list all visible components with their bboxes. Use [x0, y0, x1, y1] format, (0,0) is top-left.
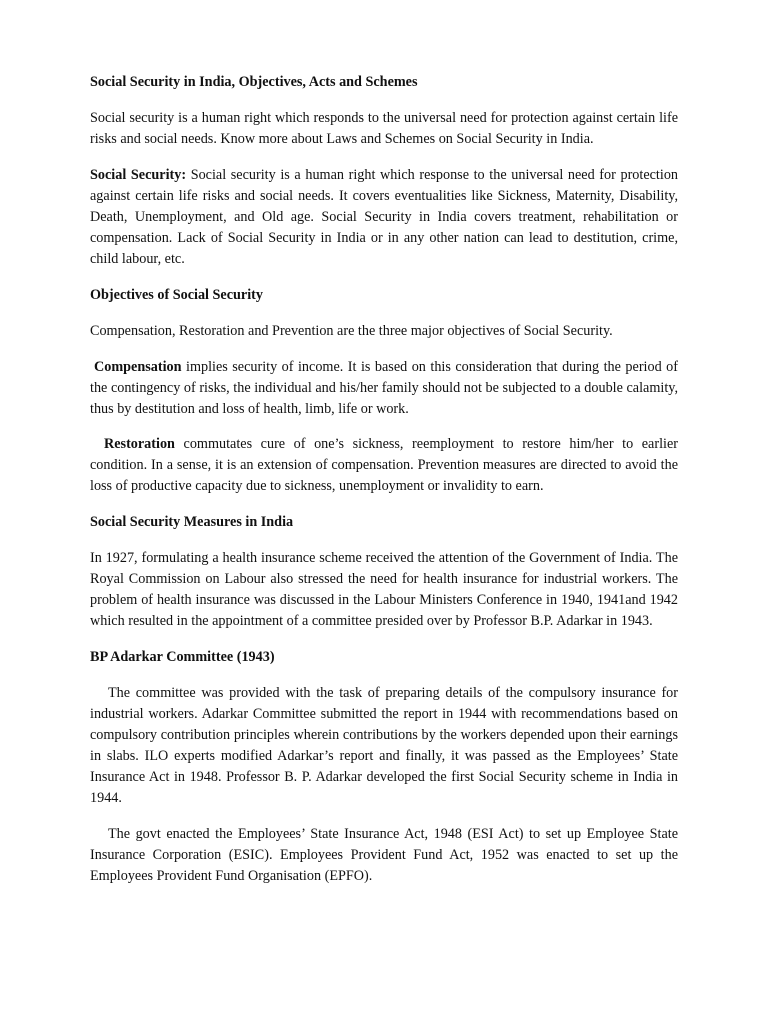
measures-heading: Social Security Measures in India: [90, 514, 294, 530]
adarkar-paragraph-1: The committee was provided with the task of preparing details of the compulsory insurance for industrial workers. Adarkar Committee submitted the report in 1944 with recommendations based on compulsory contribution principles wherein contributions by the workers depended upon their earnings in slabs. ILO experts modified Adarkar’s report and finally, it was passed as the Employees’ State Insurance Act in 1948. Professor B. P. Adarkar developed the first Social Security scheme in India in 1944.: [90, 685, 678, 806]
compensation-term: Compensation: [94, 359, 182, 375]
restoration-text: commutates cure of one’s sickness, reemployment to restore him/her to earlier condition. In a sense, it is an extension of compensation. Prevention measures are directed to avoid the loss of productive capacity due to sickness, unemployment or invalidity to earn.: [90, 436, 678, 494]
definition-paragraph: [90, 165, 678, 270]
intro-paragraph: Social security is a human right which responds to the universal need for protection against certain life risks and social needs. Know more about Laws and Schemes on Social Security in India.: [90, 110, 678, 147]
document-page: [90, 72, 678, 887]
compensation-paragraph: [90, 357, 678, 420]
objectives-heading: Objectives of Social Security: [90, 287, 263, 303]
restoration-term: Restoration: [104, 436, 175, 452]
document-title: Social Security in India, Objectives, Acts and Schemes: [90, 74, 418, 90]
adarkar-paragraph-2: The govt enacted the Employees’ State Insurance Act, 1948 (ESI Act) to set up Employee State Insurance Corporation (ESIC). Employees Provident Fund Act, 1952 was enacted to set up the Employees Provident Fund Organisation (EPFO).: [90, 826, 678, 884]
objectives-summary: Compensation, Restoration and Prevention are the three major objectives of Social Security.: [90, 323, 613, 339]
adarkar-heading: BP Adarkar Committee (1943): [90, 649, 275, 665]
definition-text: Social security is a human right which response to the universal need for protection against certain life risks and social needs. It covers eventualities like Sickness, Maternity, Disability, Death, Unemployment, and Old age. Social Security in India covers treatment, rehabilitation or compensation. Lack of Social Security in India or in any other nation can lead to destitution, crime, child labour, etc.: [90, 167, 679, 267]
definition-term: Social Security:: [90, 167, 187, 183]
compensation-text: implies security of income. It is based on this consideration that during the period of the contingency of risks, the individual and his/her family should not be subjected to a double calamity, thus by destitution and loss of health, limb, life or work.: [90, 359, 678, 417]
measures-paragraph: In 1927, formulating a health insurance scheme received the attention of the Government of India. The Royal Commission on Labour also stressed the need for health insurance for industrial workers. The problem of health insurance was discussed in the Labour Ministers Conference in 1940, 1941and 1942 which resulted in the appointment of a committee presided over by Professor B.P. Adarkar in 1943.: [90, 550, 678, 629]
restoration-paragraph: [90, 434, 678, 497]
